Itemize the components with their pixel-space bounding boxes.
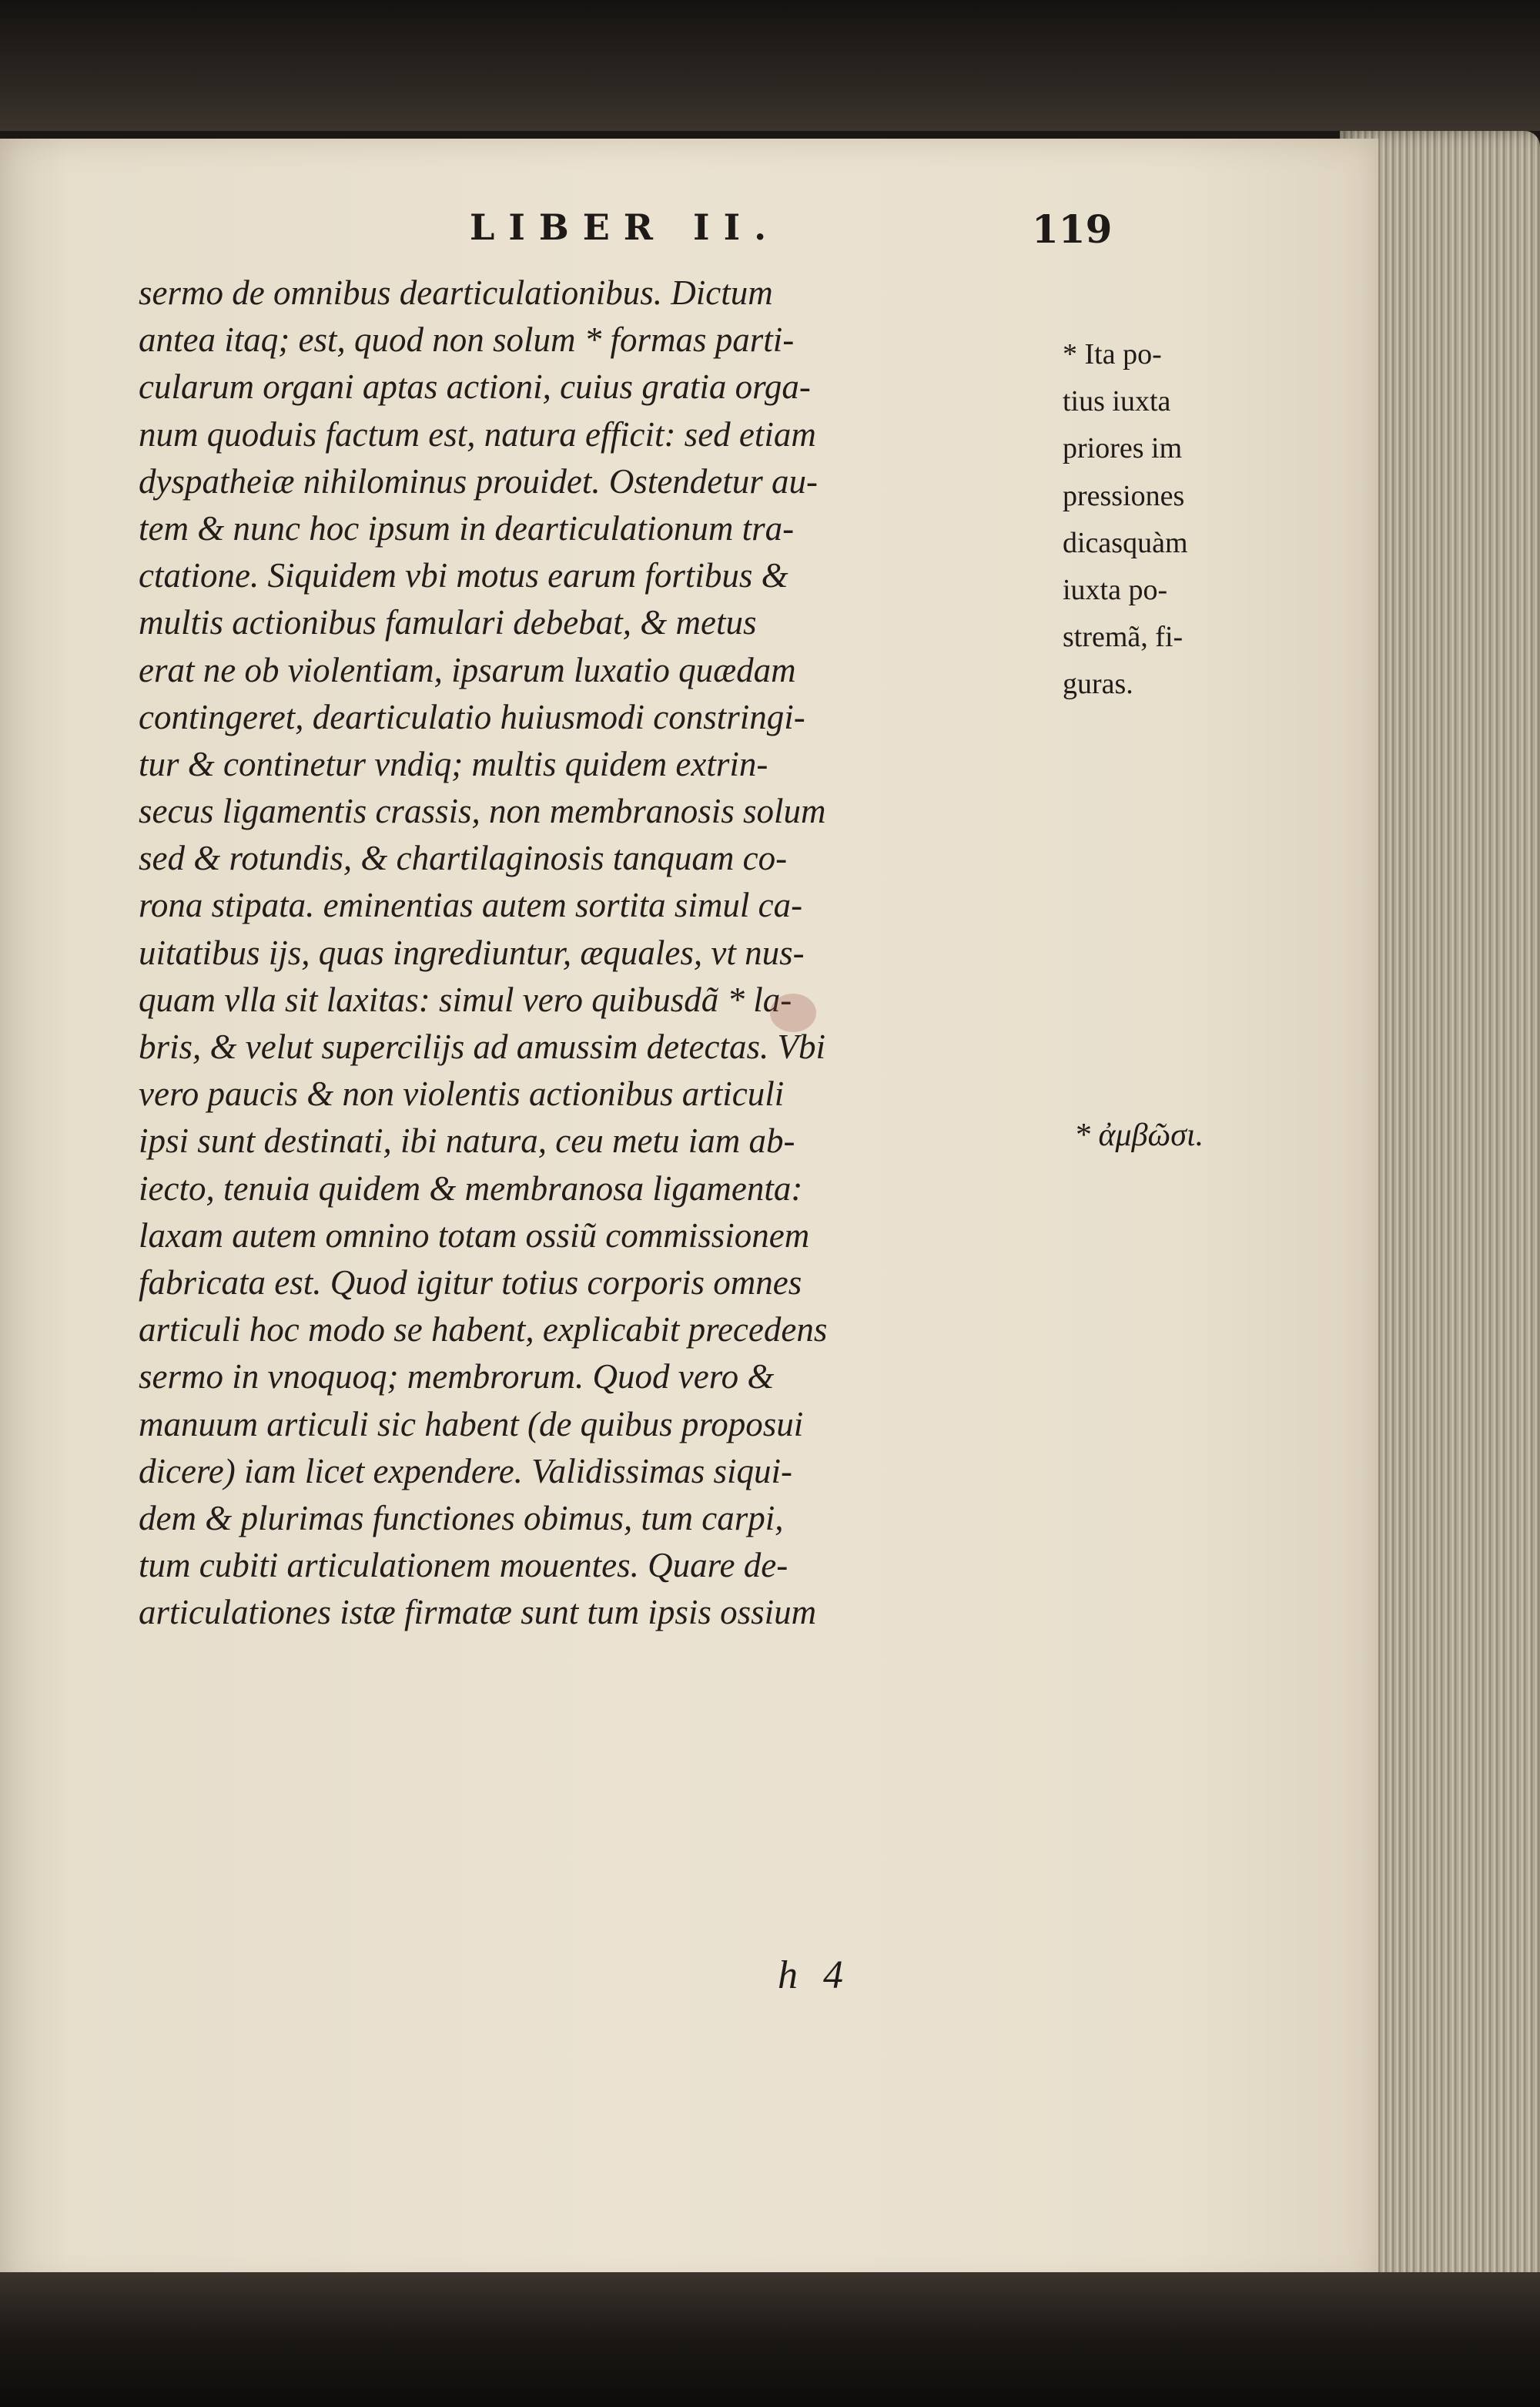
running-head: LIBER II. <box>470 206 781 248</box>
background-board-top <box>0 0 1540 131</box>
page-number: 119 <box>1032 206 1113 252</box>
margin-note-line: guras. <box>1063 668 1133 701</box>
margin-note-greek: * ἀμβῶσι. <box>1074 1118 1204 1153</box>
margin-note-line: dicasquàm <box>1063 526 1188 559</box>
text-line: tem & nunc hoc ipsum in dearticulationum tra- <box>139 508 795 548</box>
text-line: antea itaq; est, quod non solum * formas parti- <box>139 320 795 360</box>
text-line: articuli hoc modo se habent, explicabit precedens <box>139 1310 828 1349</box>
text-line: vero paucis & non violentis actionibus articuli <box>139 1074 785 1114</box>
text-line: cularum organi aptas actioni, cuius gratia orga- <box>139 367 811 407</box>
text-line: dyspatheiæ nihilominus prouidet. Ostendetur au- <box>139 461 819 501</box>
background-board-bottom <box>0 2272 1540 2407</box>
margin-note-line: iuxta po- <box>1063 573 1168 606</box>
text-line: iecto, tenuia quidem & membranosa ligamenta: <box>139 1168 803 1208</box>
text-line: ipsi sunt destinati, ibi natura, ceu metu iam ab- <box>139 1121 795 1161</box>
text-line: sed & rotundis, & chartilaginosis tanquam co- <box>139 839 788 878</box>
text-line: ctatione. Siquidem vbi motus earum fortibus & <box>139 556 788 595</box>
text-line: sermo de omnibus dearticulationibus. Dictum <box>139 273 773 312</box>
text-line: contingeret, dearticulatio huiusmodi constringi- <box>139 697 805 736</box>
margin-note-line: pressiones <box>1063 479 1185 512</box>
text-line: laxam autem omnino totam ossiũ commissionem <box>139 1215 810 1255</box>
text-line: uitatibus ijs, quas ingrediuntur, æquales, vt nus- <box>139 933 805 972</box>
text-line: manuum articuli sic habent (de quibus proposui <box>139 1404 804 1443</box>
text-line: sermo in vnoquoq; membrorum. Quod vero & <box>139 1357 775 1396</box>
page-header <box>0 206 1378 253</box>
text-line: multis actionibus famulari debebat, & metus <box>139 603 757 642</box>
signature-mark: h 4 <box>778 1953 843 1997</box>
text-line: dem & plurimas functiones obimus, tum carpi, <box>139 1498 784 1537</box>
margin-note-line: tius iuxta <box>1063 385 1171 418</box>
margin-note-line: priores im <box>1063 432 1183 465</box>
text-line: rona stipata. eminentias autem sortita simul ca- <box>139 886 803 925</box>
text-line: num quoduis factum est, natura efficit: sed etiam <box>139 414 816 454</box>
text-line: articulationes istæ firmatæ sunt tum ipsis ossium <box>139 1593 817 1632</box>
ink-stain <box>770 994 816 1032</box>
margin-note-line: * Ita po- <box>1063 338 1162 370</box>
text-line: secus ligamentis crassis, non membranosis solum <box>139 792 826 831</box>
margin-note <box>1063 331 1340 709</box>
text-line: tur & continetur vndiq; multis quidem extrin- <box>139 744 768 783</box>
margin-note-line: stremã, fi- <box>1063 621 1183 654</box>
text-line: quam vlla sit laxitas: simul vero quibusdã * la- <box>139 980 792 1019</box>
text-line: tum cubiti articulationem mouentes. Quare de- <box>139 1546 788 1585</box>
text-line: dicere) iam licet expendere. Validissimas siqui- <box>139 1451 792 1490</box>
text-line: bris, & velut supercilijs ad amussim detectas. Vbi <box>139 1028 826 1066</box>
text-line: erat ne ob violentiam, ipsarum luxatio quædam <box>139 650 796 689</box>
text-line: fabricata est. Quod igitur totius corporis omnes <box>139 1262 802 1302</box>
body-text <box>139 270 1063 1636</box>
